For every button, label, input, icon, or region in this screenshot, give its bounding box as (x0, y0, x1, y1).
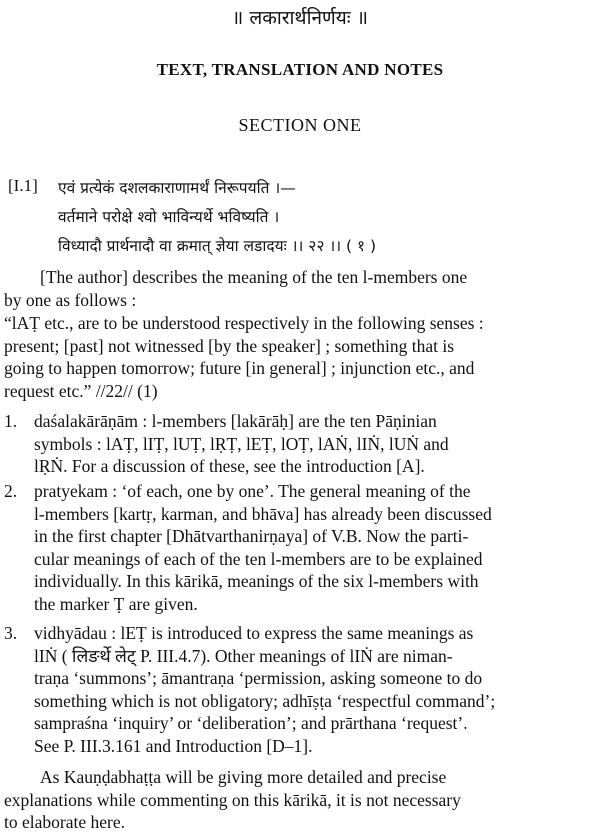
text-line: vidhyādau : lEṬ is introduced to express the same meanings as (34, 623, 474, 643)
note-number: 3. (4, 623, 18, 643)
text-line: l-members [kartṛ, karman, and bhāva] has already been discussed (34, 503, 492, 524)
text-line: in the first chapter [Dhātvarthanirṇaya] of V.B. Now the parti- (34, 526, 469, 546)
verse-line: एवं प्रत्येकं दशलकाराणामर्थं निरूपयति ।— (58, 179, 296, 197)
sanskrit-verse (58, 174, 588, 261)
text-line: individually. In this kārikā, meanings of the six l-members with (34, 571, 479, 591)
text-line: request etc.” //22// (1) (4, 380, 158, 401)
translation-quote (4, 312, 596, 402)
text-line: lṚṄ. For a discussion of these, see the introduction [A]. (34, 456, 425, 476)
text-line: sampraśna ‘inquiry’ or ‘deliberation’; and prārthana ‘request’. (34, 713, 468, 733)
text-line: [The author] describes the meaning of the ten l-members one (40, 267, 468, 287)
text-line: the marker Ṭ are given. (34, 593, 198, 614)
text-line: present; [past] not witnessed [by the speaker] ; something that is (4, 335, 455, 356)
text-line: to elaborate here. (4, 812, 125, 832)
verse-label: [I.1] (8, 176, 38, 195)
text-line: by one as follows : (4, 289, 137, 310)
note-number: 1. (4, 411, 18, 431)
section-title: SECTION ONE (238, 115, 362, 135)
verse-line: विध्यादौ प्रार्थनादौ वा क्रमात् ज्ञेया लडादयः ।। २२ ।। ( १ ) (58, 237, 377, 255)
text-line: As Kauṇḍabhaṭṭa will be giving more detailed and precise (40, 767, 447, 787)
text-line: explanations while commenting on this kārikā, it is not necessary (4, 789, 461, 810)
text-line: going to happen tomorrow; future [in general] ; injunction etc., and (4, 358, 475, 378)
intro-paragraph (4, 266, 596, 311)
text-line: pratyekam : ‘of each, one by one’. The general meaning of the (34, 481, 471, 501)
note-number: 2. (4, 481, 18, 501)
sanskrit-chapter-title: ॥ लकारार्थनिर्णयः ॥ (231, 7, 369, 29)
text-line: See P. III.3.161 and Introduction [D–1]. (34, 735, 313, 756)
text-line: symbols : lAṬ, lIṬ, lUṬ, lṚṬ, lEṬ, lOṬ, lAṄ, lIṄ, lUṄ and (34, 433, 449, 454)
text-line: lIṄ ( लिङर्थे लेट् P. III.4.7). Other meanings of lIṄ are niman- (34, 645, 453, 666)
page-heading: TEXT, TRANSLATION AND NOTES (156, 60, 444, 79)
verse-line: वर्तमाने परोक्षे श्वो भाविन्यर्थे भविष्यति । (58, 208, 280, 226)
text-line: cular meanings of each of the ten l-members are to be explained (34, 548, 483, 569)
text-line: daśalakārāṇām : l-members [lakārāḥ] are the ten Pāṇinian (34, 411, 437, 431)
text-line: “lAṬ etc., are to be understood respectively in the following senses : (4, 313, 484, 333)
text-line: traṇa ‘summons’; āmantraṇa ‘permission, asking someone to do (34, 668, 483, 688)
text-line: something which is not obligatory; adhīṣṭa ‘respectful command’; (34, 690, 496, 711)
closing-paragraph (4, 766, 596, 834)
